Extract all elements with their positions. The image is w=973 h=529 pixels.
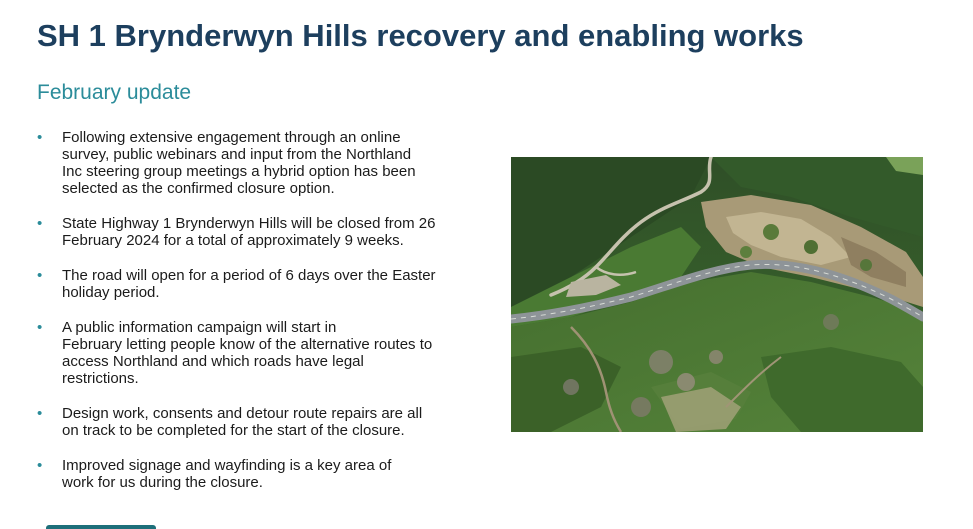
bullet-dot-icon: • [37, 267, 43, 284]
bullet-item [37, 215, 477, 249]
bullet-text: Following extensive engagement through an online survey, public webinars and input from the Northland Inc steering group meetings a hybrid option has been selected as the confirmed closure option. [62, 129, 416, 197]
bullet-item [37, 129, 477, 197]
bullet-item [37, 457, 477, 491]
bullet-text: State Highway 1 Brynderwyn Hills will be closed from 26 February 2024 for a total of approximately 9 weeks. [62, 215, 436, 249]
aerial-photo-image [511, 157, 923, 432]
bullet-item [37, 405, 477, 439]
bullet-dot-icon: • [37, 215, 43, 232]
bullet-item [37, 267, 477, 301]
bullet-dot-icon: • [37, 129, 43, 146]
bullet-text: Design work, consents and detour route repairs are all on track to be completed for the start of the closure. [62, 405, 423, 439]
bullet-list [37, 129, 477, 509]
slide-subtitle: February update [37, 81, 192, 104]
bullet-text: A public information campaign will start in February letting people know of the alternative routes to access Northland and which roads have legal restrictions. [62, 319, 433, 387]
slide-title: SH 1 Brynderwyn Hills recovery and enabling works [37, 18, 804, 53]
bullet-item [37, 319, 477, 387]
bullet-text: Improved signage and wayfinding is a key area of work for us during the closure. [62, 457, 392, 491]
bullet-dot-icon: • [37, 405, 43, 422]
aerial-photo [511, 157, 923, 432]
bullet-dot-icon: • [37, 457, 43, 474]
footer-accent-bar [46, 525, 156, 529]
bullet-dot-icon: • [37, 319, 43, 336]
bullet-text: The road will open for a period of 6 days over the Easter holiday period. [62, 267, 436, 301]
